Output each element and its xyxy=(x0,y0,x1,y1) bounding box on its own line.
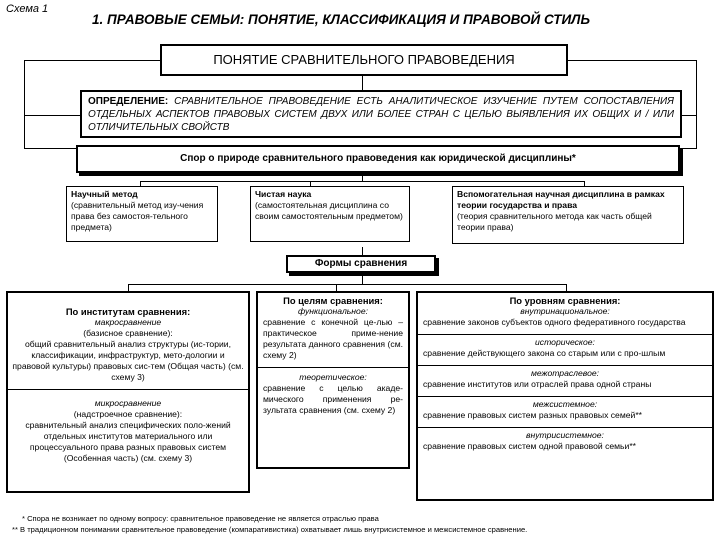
left-top-connector xyxy=(24,60,160,61)
institutes-divider xyxy=(8,389,248,390)
level-text: сравнение правовых систем разных правовых семей** xyxy=(423,410,643,420)
level-label: внутринациональное: xyxy=(520,306,610,316)
micro-sub: (надстроечное сравнение): xyxy=(73,409,183,419)
macro-label: макросравнение xyxy=(94,317,162,327)
institutes-stem xyxy=(128,284,129,291)
goals-box xyxy=(256,291,410,469)
right-top-connector xyxy=(568,60,697,61)
levels-divider xyxy=(418,396,712,397)
view-title: Научный метод xyxy=(71,189,138,199)
forms-label: Формы сравнения xyxy=(314,258,408,269)
forms-box xyxy=(286,255,436,273)
view-text: (сравнительный метод изу-чения права без самостоя-тельного предмета) xyxy=(71,200,204,232)
concept-box-label: ПОНЯТИЕ СРАВНИТЕЛЬНОГО ПРАВОВЕДЕНИЯ xyxy=(213,52,515,67)
left-def-connector xyxy=(24,115,80,116)
scheme-label: Схема 1 xyxy=(6,3,49,15)
right-def-connector xyxy=(682,115,697,116)
definition-label: ОПРЕДЕЛЕНИЕ: xyxy=(88,96,169,107)
forms-down-line xyxy=(362,273,363,284)
view-text: (самостоятельная дисциплина со своим самостоятельным предметом) xyxy=(255,200,403,221)
concept-box xyxy=(160,44,568,76)
definition-box xyxy=(80,90,682,138)
dispute-down-line xyxy=(362,174,363,181)
macro-sub: (базисное сравнение): xyxy=(83,328,173,338)
views-horizontal-line xyxy=(140,181,585,182)
view-scientific-method xyxy=(66,186,218,242)
theoretical-label: теоретическое: xyxy=(299,372,367,382)
right-dispute-connector xyxy=(680,148,697,149)
left-bracket-line xyxy=(24,60,25,149)
level-text: сравнение законов субъектов одного федеративного государства xyxy=(423,317,686,327)
forms-up-line xyxy=(362,247,363,255)
definition-text: СРАВНИТЕЛЬНОЕ ПРАВОВЕДЕНИЕ ЕСТЬ АНАЛИТИЧЕСКОЕ ИЗУЧЕНИЕ ПУТЕМ СОПОСТАВЛЕНИЯ ОТДЕЛЬНЫХ АСПЕКТОВ ПРАВОВЫХ СИСТЕМ ДВУХ ИЛИ БОЛЕЕ СТРАН С ЦЕЛЬЮ ВЫЯВЛЕНИЯ ИХ ОБЩИХ И / ИЛИ ОТЛИЧИТЕЛЬНЫХ СВОЙСТВ xyxy=(88,96,674,133)
page-title: 1. ПРАВОВЫЕ СЕМЬИ: ПОНЯТИЕ, КЛАССИФИКАЦИЯ И ПРАВОВОЙ СТИЛЬ xyxy=(92,12,591,27)
functional-label: функциональное: xyxy=(297,306,368,316)
level-label: межотраслевое: xyxy=(530,368,600,378)
micro-text: сравнительный анализ специфических поло-жений отдельных институтов материального или процессуального права разных правовых систем (Особенная часть) (см. схему 3) xyxy=(25,420,231,463)
forms-horizontal-line xyxy=(128,284,567,285)
view-title: Вспомогательная научная дисциплина в рамках теории государства и права xyxy=(457,189,665,210)
macro-text: общий сравнительный анализ структуры (ис-тории, классификации, инфраструктур, мето-дологии и правовой культуры) правовых сис-тем (Общая часть) (см. схему 3) xyxy=(12,339,244,382)
institutes-box xyxy=(6,291,250,493)
level-text: сравнение действующего закона со старым или с про-шлым xyxy=(423,348,666,358)
footnote: ** В традиционном понимании сравнительное правоведение (компаративистика) охватывает лишь внутрисистемное и межсистемное сравнение. xyxy=(12,525,528,534)
level-label: историческое: xyxy=(535,337,595,347)
level-text: сравнение институтов или отраслей права одной страны xyxy=(423,379,652,389)
dispute-text: Спор о природе сравнительного правоведения как юридической дисциплины* xyxy=(180,153,576,164)
levels-title: По уровням сравнения: xyxy=(509,295,621,306)
levels-divider xyxy=(418,365,712,366)
levels-divider xyxy=(418,427,712,428)
goals-title: По целям сравнения: xyxy=(283,295,383,306)
goals-divider xyxy=(258,367,408,368)
functional-text: сравнение с конечной це-лью – практическое приме-нение результата данного сравнения (см. схему 2) xyxy=(263,317,403,360)
footnote: * Спора не возникает по одному вопросу: сравнительное правоведение не является отраслью права xyxy=(22,514,379,523)
view-pure-science xyxy=(250,186,410,242)
level-label: внутрисистемное: xyxy=(526,430,604,440)
institutes-title: По институтам сравнения: xyxy=(65,306,191,317)
view-text: (теория сравнительного метода как часть общей теории права) xyxy=(457,211,652,232)
view-auxiliary-discipline xyxy=(452,186,684,244)
levels-stem xyxy=(566,284,567,291)
level-text: сравнение правовых систем одной правовой семьи** xyxy=(423,441,637,451)
level-label: межсистемное: xyxy=(532,399,598,409)
goals-stem xyxy=(336,284,337,291)
dispute-box xyxy=(76,145,680,173)
levels-divider xyxy=(418,334,712,335)
micro-label: микросравнение xyxy=(94,398,162,408)
view-title: Чистая наука xyxy=(255,189,312,199)
right-bracket-line xyxy=(696,60,697,149)
concept-down-line xyxy=(362,76,363,90)
theoretical-text: сравнение с целью акаде-мического применения ре-зультата сравнения (см. схему 2) xyxy=(263,383,403,415)
levels-box xyxy=(416,291,714,501)
left-dispute-connector xyxy=(24,148,76,149)
